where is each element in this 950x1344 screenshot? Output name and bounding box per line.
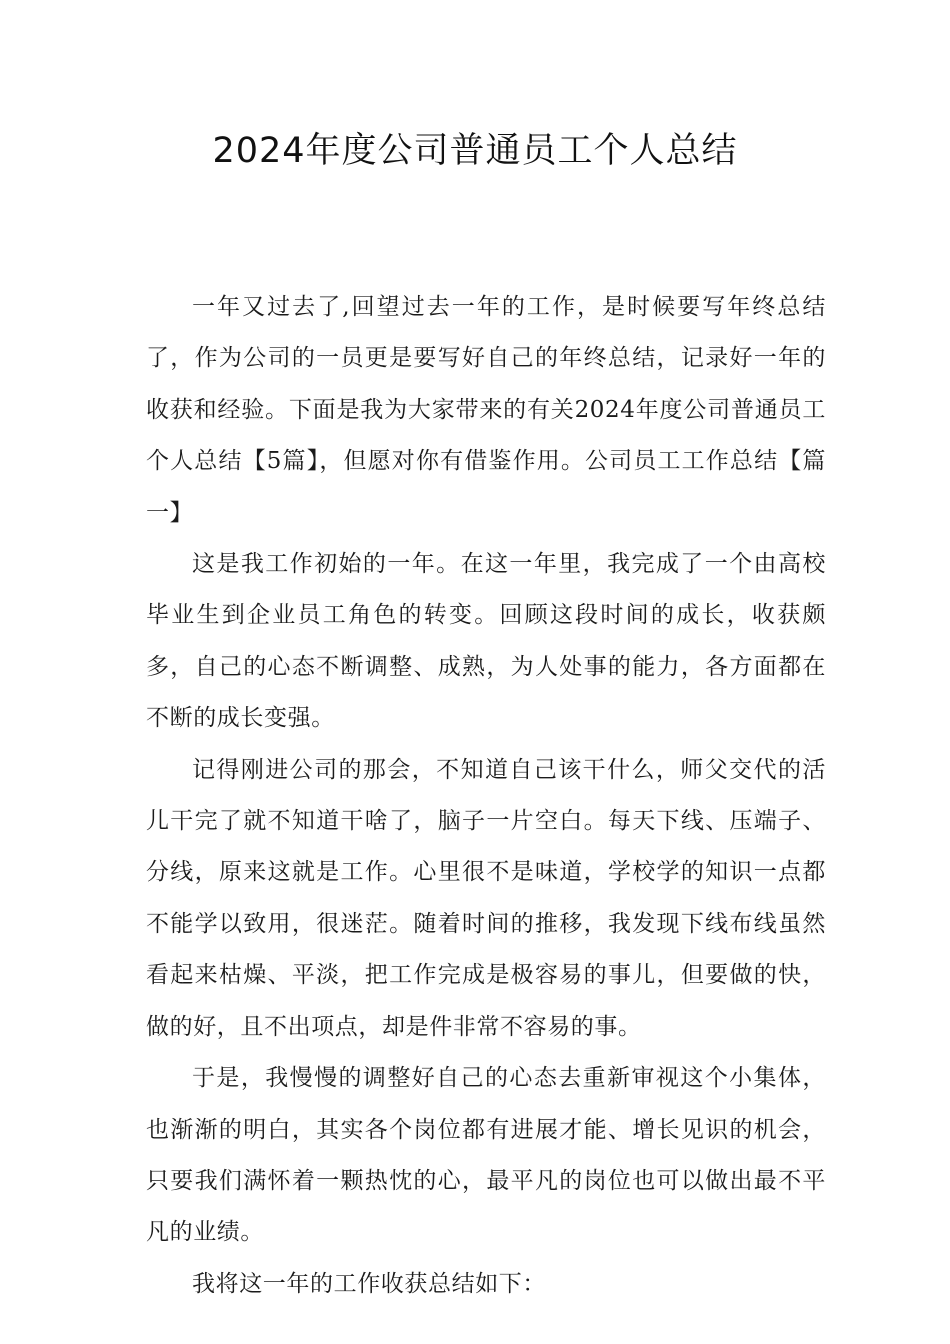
- document-title: 2024年度公司普通员工个人总结: [212, 131, 738, 171]
- document-body: [146, 282, 826, 1310]
- paragraph-intro: 一年又过去了,回望过去一年的工作，是时候要写年终总结了，作为公司的一员更是要写好自己的年终总结，记录好一年的收获和经验。下面是我为大家带来的有关2024年度公司普通员工个人总结【5篇】，但愿对你有借鉴作用。公司员工工作总结【篇一】: [146, 294, 826, 526]
- paragraph-early-days: 记得刚进公司的那会，不知道自己该干什么，师父交代的活儿干完了就不知道干啥了，脑子一片空白。每天下线、压端子、分线，原来这就是工作。心里很不是味道，学校学的知识一点都不能学以致用，很迷茫。随着时间的推移，我发现下线布线虽然看起来枯燥、平淡，把工作完成是极容易的事儿，但要做的快，做的好，且不出项点，却是件非常不容易的事。: [146, 756, 826, 1040]
- paragraph-mindset: 于是，我慢慢的调整好自己的心态去重新审视这个小集体，也渐渐的明白，其实各个岗位都有进展才能、增长见识的机会，只要我们满怀着一颗热忱的心，最平凡的岗位也可以做出最不平凡的业绩。: [146, 1065, 826, 1246]
- paragraph-summary-lead: 我将这一年的工作收获总结如下：: [192, 1270, 546, 1297]
- paragraph-first-year: 这是我工作初始的一年。在这一年里，我完成了一个由高校毕业生到企业员工角色的转变。回顾这段时间的成长，收获颇多，自己的心态不断调整、成熟，为人处事的能力，各方面都在不断的成长变强。: [146, 551, 826, 732]
